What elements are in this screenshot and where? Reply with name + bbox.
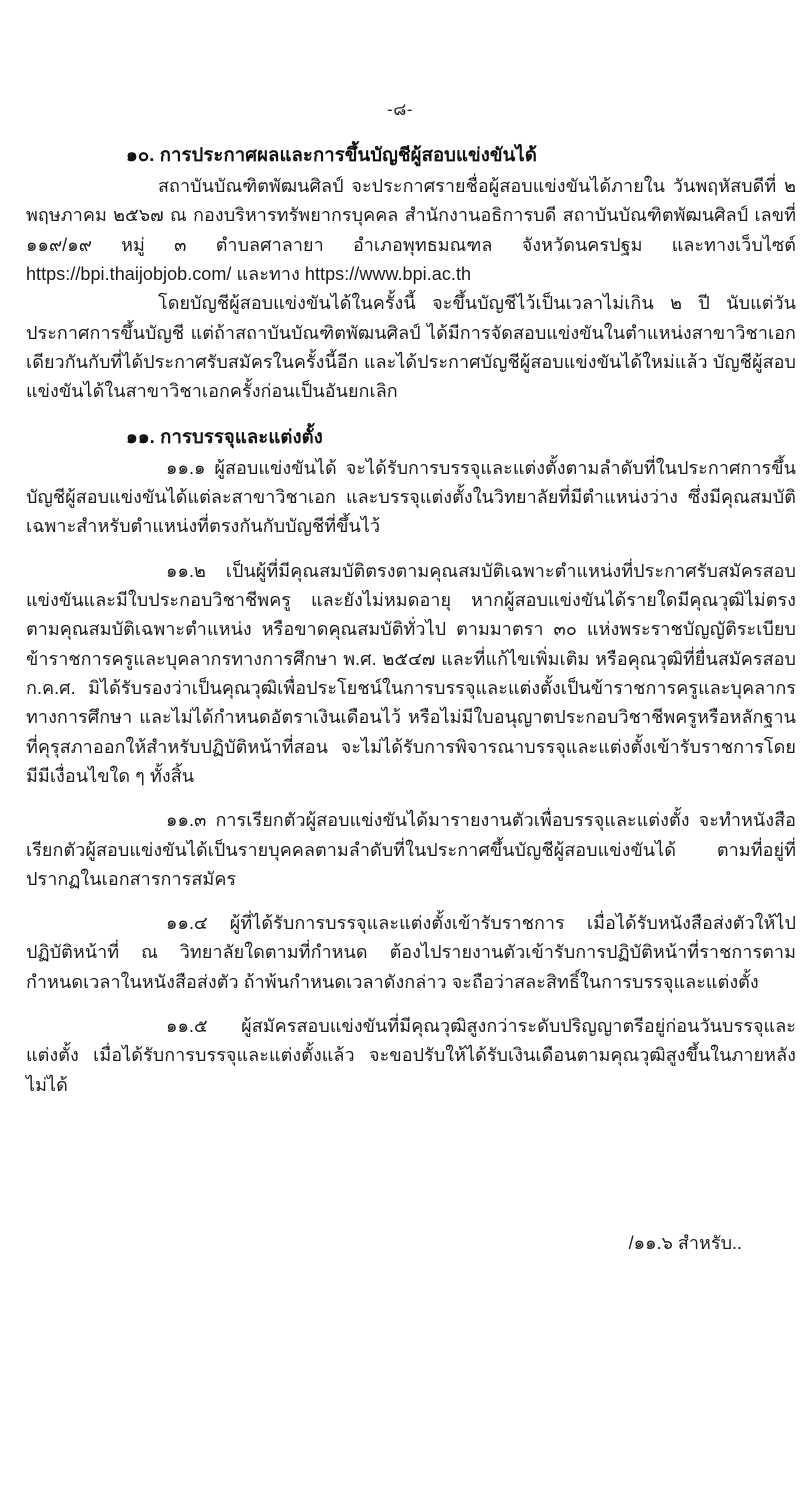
section-10-heading: ๑๐. การประกาศผลและการขึ้นบัญชีผู้สอบแข่งขันได้ (126, 144, 537, 165)
section-11-heading: ๑๑. การบรรจุและแต่งตั้ง (126, 425, 323, 447)
section-10-paragraph-1: สถาบันบัณฑิตพัฒนศิลป์ จะประกาศรายชื่อผู้สอบแข่งขันได้ภายใน วันพฤหัสบดีที่ ๒ พฤษภาคม ๒๕๖๗ ณ กองบริหารทรัพยากรบุคคล สำนักงานอธิการบดี สถาบันบัณฑิตพัฒนศิลป์ เลขที่ ๑๑๙/๑๙ หมู่ ๓ ตำบลศาลายา อำเภอพุทธมณฑล จังหวัดนครปฐม และทางเว็บไซต์ https://bpi.thaijobjob.com/ และทาง https://www.bpi.ac.th (26, 175, 796, 284)
section-11-item-3: ๑๑.๓ การเรียกตัวผู้สอบแข่งขันได้มารายงานตัวเพื่อบรรจุและแต่งตั้ง จะทำหนังสือเรียกตัวผู้สอบแข่งขันได้เป็นรายบุคคลตามลำดับที่ในประกาศขึ้นบัญชีผู้สอบแข่งขันได้ ตามที่อยู่ที่ปรากฏในเอกสารการสมัคร (26, 810, 796, 889)
section-11-item-1: ๑๑.๑ ผู้สอบแข่งขันได้ จะได้รับการบรรจุและแต่งตั้งตามลำดับที่ในประกาศการขึ้นบัญชีผู้สอบแข่งขันได้แต่ละสาขาวิชาเอก และบรรจุแต่งตั้งในวิทยาลัยที่มีตำแหน่งว่าง ซึ่งมีคุณสมบัติเฉพาะสำหรับตำแหน่งที่ตรงกันกับบัญชีที่ขึ้นไว้ (26, 457, 796, 537)
section-10-paragraph-2: โดยบัญชีผู้สอบแข่งขันได้ในครั้งนี้ จะขึ้นบัญชีไว้เป็นเวลาไม่เกิน ๒ ปี นับแต่วันประกาศการขึ้นบัญชี แต่ถ้าสถาบันบัณฑิตพัฒนศิลป์ ได้มีการจัดสอบแข่งขันในตำแหน่งสาขาวิชาเอกเดียวกันกับที่ได้ประกาศรับสมัครในครั้งนี้อีก และได้ประกาศบัญชีผู้สอบแข่งขันได้ใหม่แล้ว บัญชีผู้สอบแข่งขันได้ในสาขาวิชาเอกครั้งก่อนเป็นอันยกเลิก (26, 293, 796, 402)
section-11-item-5: ๑๑.๕ ผู้สมัครสอบแข่งขันที่มีคุณวุฒิสูงกว่าระดับปริญญาตรีอยู่ก่อนวันบรรจุและแต่งตั้ง เมื่อได้รับการบรรจุและแต่งตั้งแล้ว จะขอปรับให้ได้รับเงินเดือนตามคุณวุฒิสูงขึ้นในภายหลังไม่ได้ (26, 1016, 796, 1095)
continuation-note: /๑๑.๖ สำหรับ.. (628, 1233, 742, 1253)
section-11-item-4: ๑๑.๔ ผู้ที่ได้รับการบรรจุและแต่งตั้งเข้ารับราชการ เมื่อได้รับหนังสือส่งตัวให้ไปปฏิบัติหน้าที่ ณ วิทยาลัยใดตามที่กำหนด ต้องไปรายงานตัวเข้ารับการปฏิบัติหน้าที่ราชการตามกำหนดเวลาในหนังสือส่งตัว ถ้าพ้นกำหนดเวลาดังกล่าว จะถือว่าสละสิทธิ์ในการบรรจุและแต่งตั้ง (26, 913, 796, 992)
page-number: -๘- (387, 100, 413, 119)
document-body (26, 140, 796, 1102)
section-10 (26, 140, 796, 407)
section-11-item-2: ๑๑.๒ เป็นผู้ที่มีคุณสมบัติตรงตามคุณสมบัติเฉพาะตำแหน่งที่ประกาศรับสมัครสอบแข่งขันและมีใบประกอบวิชาชีพครู และยังไม่หมดอายุ หากผู้สอบแข่งขันได้รายใดมีคุณวุฒิไม่ตรงตามคุณสมบัติเฉพาะตำแหน่ง หรือขาดคุณสมบัติทั่วไป ตามมาตรา ๓๐ แห่งพระราชบัญญัติระเบียบข้าราชการครูและบุคลากรทางการศึกษา พ.ศ. ๒๕๔๗ และที่แก้ไขเพิ่มเติม หรือคุณวุฒิที่ยื่นสมัครสอบ ก.ค.ศ. มิได้รับรองว่าเป็นคุณวุฒิเพื่อประโยชน์ในการบรรจุและแต่งตั้งเป็นข้าราชการครูและบุคลากรทางการศึกษา และไม่ได้กำหนดอัตราเงินเดือนไว้ หรือไม่มีใบอนุญาตประกอบวิชาชีพครูหรือหลักฐานที่คุรุสภาออกให้สำหรับปฏิบัติหน้าที่สอน จะไม่ได้รับการพิจารณาบรรจุและแต่งตั้งเข้ารับราชการโดยมีมีเงื่อนไขใด ๆ ทั้งสิ้น (26, 560, 796, 786)
section-11 (26, 422, 796, 1101)
